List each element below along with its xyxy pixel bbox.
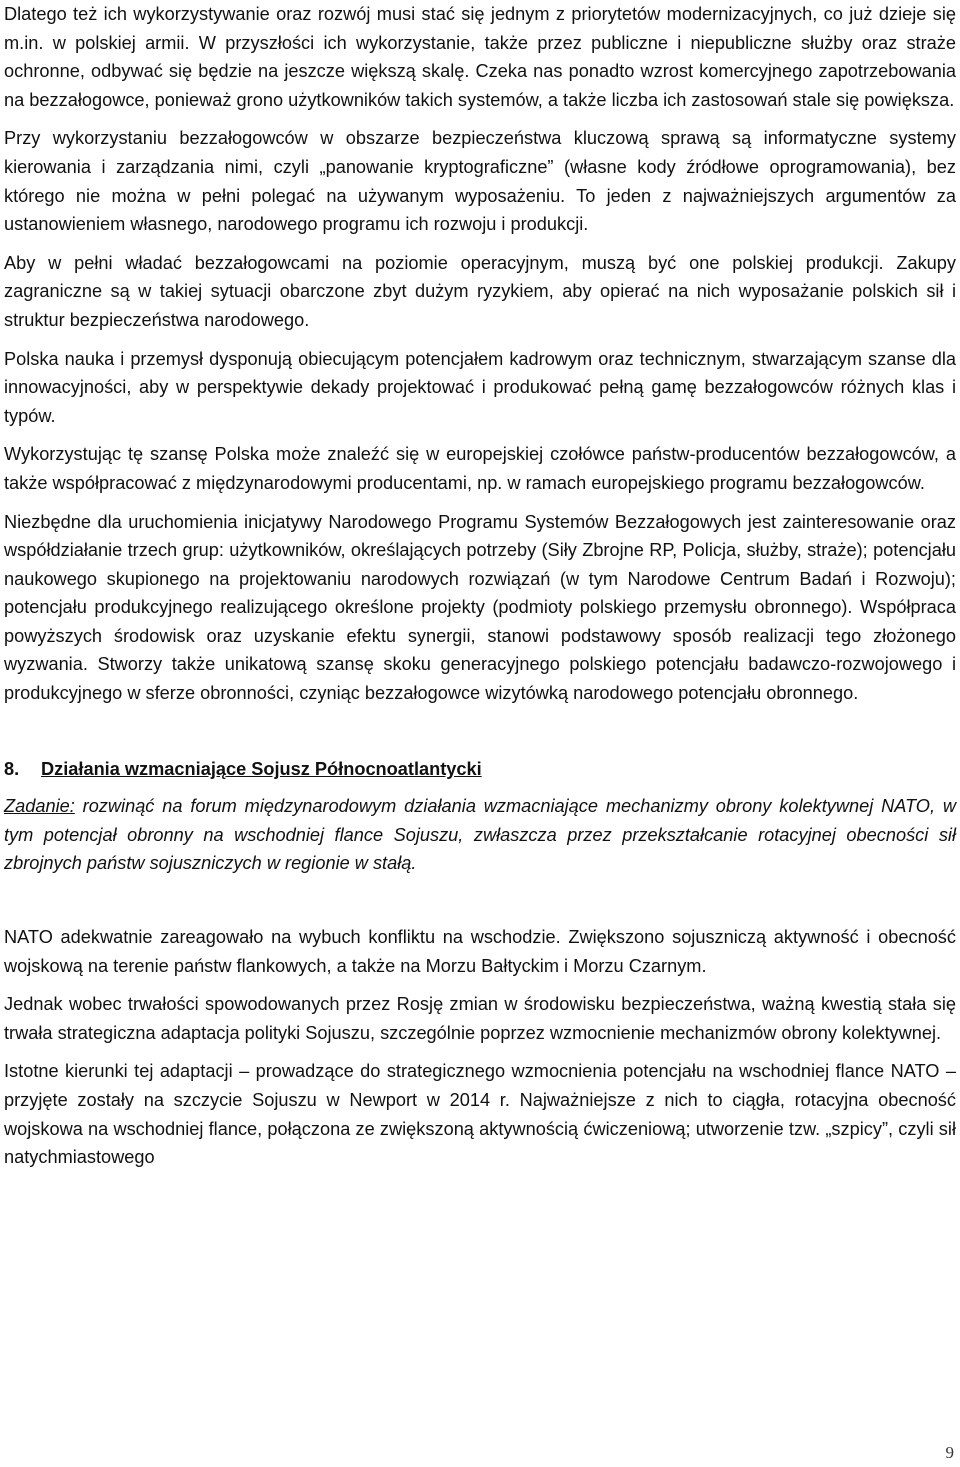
section-title: Działania wzmacniające Sojusz Północnoatlantycki: [41, 758, 482, 779]
paragraph-european-producers: Wykorzystując tę szansę Polska może znaleźć się w europejskiej czołówce państw-producentów bezzałogowców, a także współpracować z międzynarodowymi producentami, np. w ramach europejskiego programu bezzałogowców.: [4, 444, 956, 493]
paragraph-domestic-production: Aby w pełni władać bezzałogowcami na poziomie operacyjnym, muszą być one polskiej produkcji. Zakupy zagraniczne są w takiej sytuacji obarczone zbyt dużym ryzykiem, aby opierać na nich wyposażanie polskich sił i struktur bezpieczeństwa narodowego.: [4, 252, 956, 330]
paragraph-crypto-control: Przy wykorzystaniu bezzałogowców w obszarze bezpieczeństwa kluczową sprawą są informatyczne systemy kierowania i zarządzania nimi, czyli „panowanie kryptograficzne” (własne kody źródłowe oprogramowania), bez którego nie można w pełni polegać na używanym wyposażeniu. To jeden z najważniejszych argumentów za ustanowieniem własnego, narodowego programu ich rozwoju i produkcji.: [4, 128, 956, 235]
section-task: [4, 792, 956, 878]
paragraph-newport-summit: Istotne kierunki tej adaptacji – prowadzące do strategicznego wzmocnienia potencjału na wschodniej flance NATO – przyjęte zostały na szczycie Sojuszu w Newport w 2014 r. Najważniejsze z nich to ciągła, rotacyjna obecność wojskowa na wschodniej flance, połączona ze zwiększoną aktywnością ćwiczeniową; utworzenie tzw. „szpicy”, czyli sił natychmiastowego: [4, 1061, 956, 1168]
section-heading: [4, 755, 956, 784]
paragraph-nato-response: NATO adekwatnie zareagowało na wybuch konfliktu na wschodzie. Zwiększono sojuszniczą aktywność i obecność wojskową na terenie państw flankowych, a także na Morzu Bałtyckim i Morzu Czarnym.: [4, 927, 956, 976]
task-label: Zadanie:: [4, 796, 75, 817]
document-page: [4, 0, 956, 1172]
paragraph-drones-priority: Dlatego też ich wykorzystywanie oraz rozwój musi stać się jednym z priorytetów modernizacyjnych, co już dzieje się m.in. w polskiej armii. W przyszłości ich wykorzystanie, także przez publiczne i niepubliczne służby oraz straże ochronne, odbywać się będzie na jeszcze większą skalę. Czeka nas ponadto wzrost komercyjnego zapotrzebowania na bezzałogowce, ponieważ grono użytkowników takich systemów, a także liczba ich zastosowań stale się powiększa.: [4, 4, 956, 110]
paragraph-science-industry: Polska nauka i przemysł dysponują obiecującym potencjałem kadrowym oraz technicznym, stwarzającym szanse dla innowacyjności, aby w perspektywie dekady projektować i produkować pełną gamę bezzałogowców różnych klas i typów.: [4, 348, 956, 426]
task-text: rozwinąć na forum międzynarodowym działania wzmacniające mechanizmy obrony kolektywnej NATO, w tym potencjał obronny na wschodniej flance Sojuszu, zwłaszcza przez przekształcanie rotacyjnej obecności sił zbrojnych państw sojuszniczych w regionie w stałą.: [4, 796, 956, 874]
paragraph-national-program: Niezbędne dla uruchomienia inicjatywy Narodowego Programu Systemów Bezzałogowych jest zainteresowanie oraz współdziałanie trzech grup: użytkowników, określających potrzeby (Siły Zbrojne RP, Policja, służby, straże); potencjału naukowego skupionego na projektowaniu narodowych rozwiązań (w tym Narodowe Centrum Badań i Rozwoju); potencjału produkcyjnego realizującego określone projekty (podmioty polskiego przemysłu obronnego). Współpraca powyższych środowisk oraz uzyskanie efektu synergii, stanowi podstawowy sposób realizacji tego złożonego wyzwania. Stworzy także unikatową szansę skoku generacyjnego polskiego potencjału badawczo-rozwojowego i produkcyjnego w sferze obronności, czyniąc bezzałogowce wizytówką narodowego potencjału obronnego.: [4, 511, 956, 704]
page-number: 9: [945, 1443, 954, 1462]
section-number: 8.: [4, 758, 20, 779]
paragraph-strategic-adaptation: Jednak wobec trwałości spowodowanych przez Rosję zmian w środowisku bezpieczeństwa, ważną kwestią stała się trwała strategiczna adaptacja polityki Sojuszu, szczególnie poprzez wzmocnienie mechanizmów obrony kolektywnej.: [4, 994, 956, 1043]
